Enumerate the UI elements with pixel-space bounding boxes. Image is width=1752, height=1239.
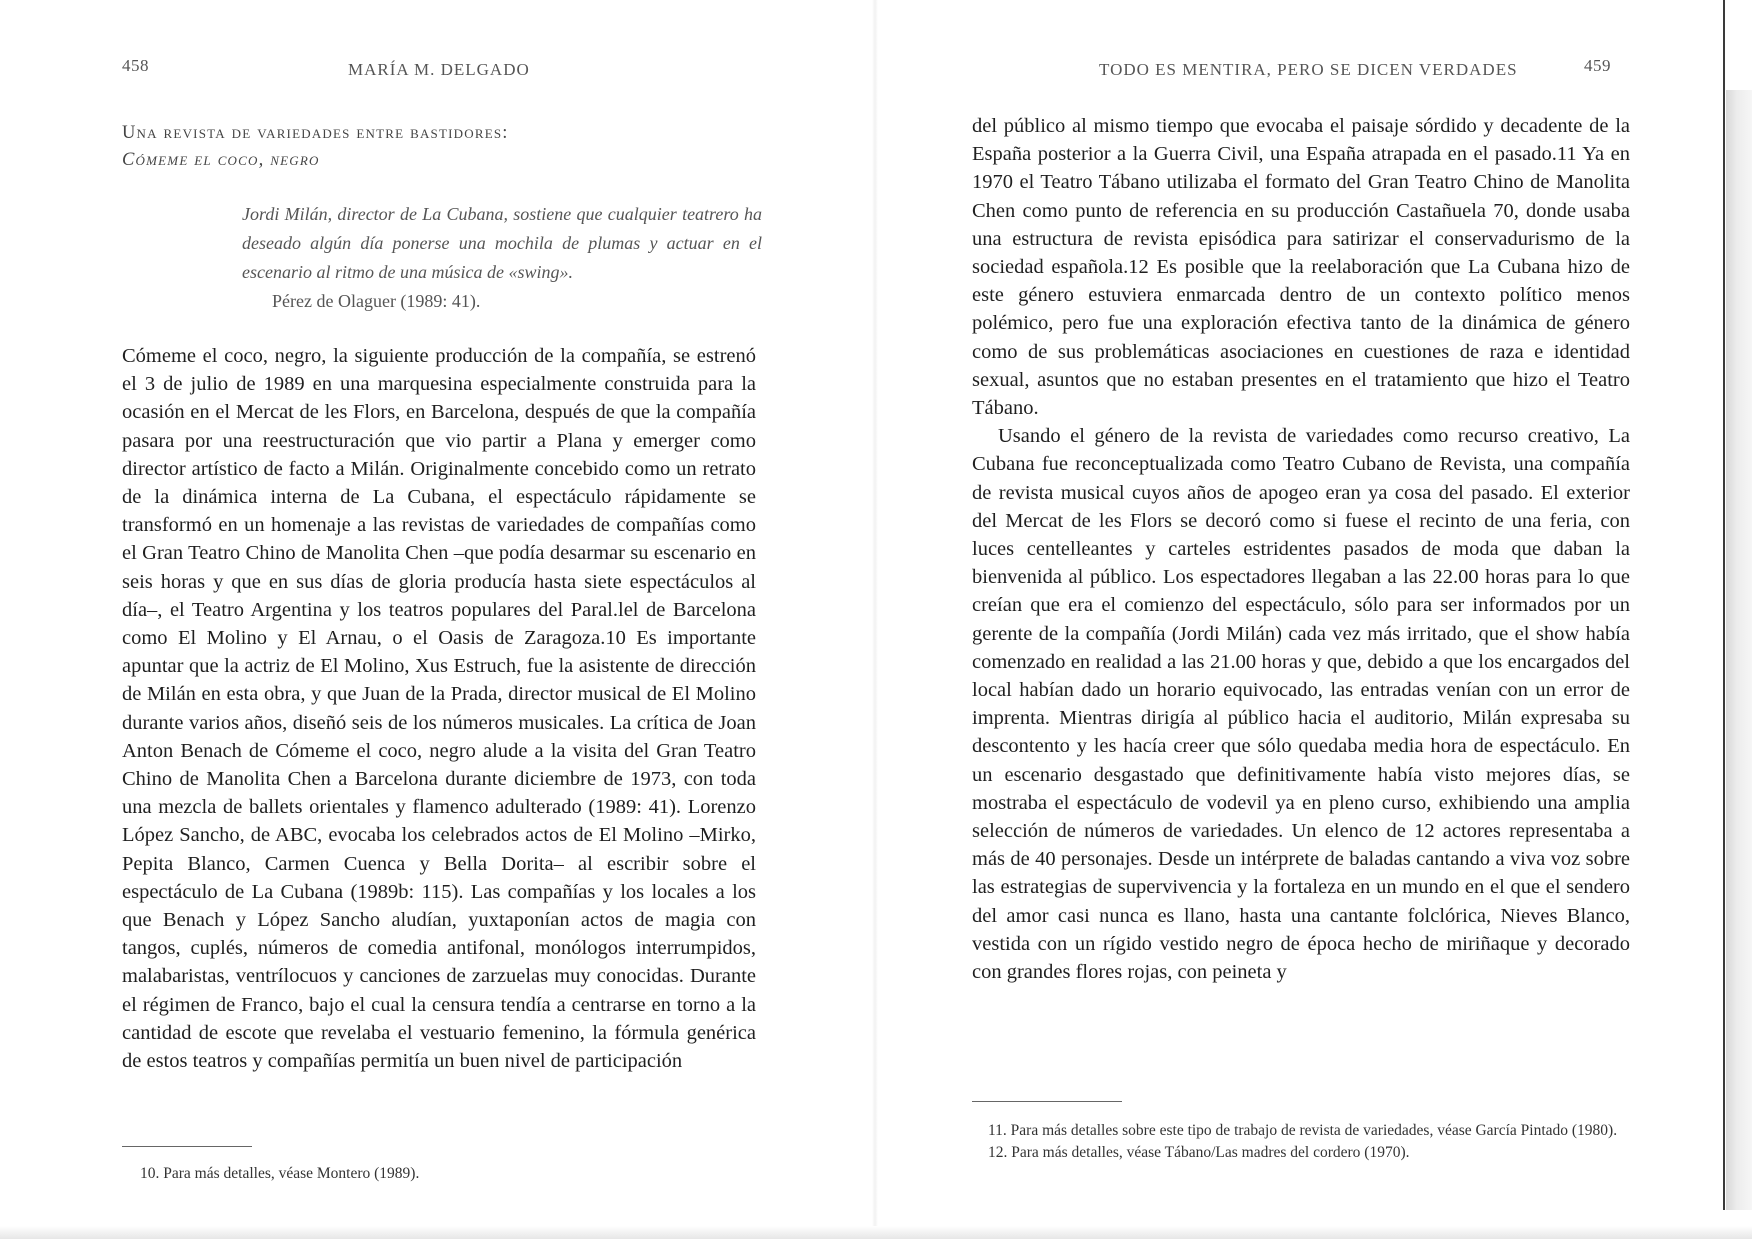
epigraph-quote: Jordi Milán, director de La Cubana, sostiene que cualquier teatrero ha deseado algún día ponerse una mochila de plumas y actuar en el escenario al ritmo de una música de «swing». [242, 204, 762, 282]
body-text-right [972, 112, 1630, 986]
paragraph-2: Usando el género de la revista de variedades como recurso creativo, La Cubana fue reconceptualizada como Teatro Cubano de Revista, una compañía de revista musical cuyos años de apogeo eran ya cosa del pasado. El exterior del Mercat de les Flors se decoró como si fuese el recinto de una feria, con luces centelleantes y carteles estridentes pasados de moda que daban la bienvenida al público. Los espectadores llegaban a las 22.00 horas para lo que creían que era el comienzo del espectáculo, sólo para ser informados por un gerente de la compañía (Jordi Milán) cada vez más irritado, que el show había comenzado en realidad a las 21.00 horas y que, debido a que los encargados del local habían dado un horario equivocado, las entradas venían con un error de imprenta. Mientras dirigía al público hacia el auditorio, Milán expresaba su descontento y les hacía creer que sólo quedaba media hora de espectáculo. En un escenario desgastado que definitivamente había visto mejores días, se mostraba el espectáculo de vodevil ya en pleno curso, exhibiendo una amplia selección de números de variedades. Un elenco de 12 actores representaba a más de 40 personajes. Desde un intérprete de baladas cantando a viva voz sobre las estrategias de supervivencia y la fortaleza en un mundo en el que el sendero del amor casi nunca es llano, hasta una cantante folclórica, Nieves Blanco, vestida con un rígido vestido negro de época hecho de miriñaque y decorado con grandes flores rojas, con peineta y [972, 425, 1630, 984]
section-title-line2: Cómeme el coco, negro [122, 150, 320, 170]
page-edge-line [1723, 0, 1725, 1210]
running-head-right: TODO ES MENTIRA, PERO SE DICEN VERDADES [1099, 60, 1518, 79]
running-head-left: MARÍA M. DELGADO [348, 60, 530, 79]
footnotes-right [972, 1120, 1630, 1164]
scan-bottom-edge [0, 1226, 1752, 1239]
footnote-12: 12. Para más detalles, véase Tábano/Las madres del cordero (1970). [988, 1144, 1410, 1161]
epigraph [242, 200, 762, 316]
footnote-divider-right [972, 1101, 1122, 1102]
footnote-10: 10. Para más detalles, véase Montero (1989). [140, 1165, 420, 1182]
page-number-right: 459 [1584, 56, 1611, 75]
section-title-line1: Una revista de variedades entre bastidores: [122, 123, 509, 143]
epigraph-source: Pérez de Olaguer (1989: 41). [272, 291, 481, 311]
page-number-left: 458 [122, 56, 149, 75]
paragraph-1: del público al mismo tiempo que evocaba el paisaje sórdido y decadente de la España posterior a la Guerra Civil, una España atrapada en el pasado.11 Ya en 1970 el Teatro Tábano utilizaba el formato del Gran Teatro Chino de Manolita Chen como punto de referencia en su producción Castañuela 70, donde usaba una estructura de revista episódica para satirizar el conservadurismo de la sociedad española.12 Es posible que la reelaboración que La Cubana hizo de este género estuviera enmarcada dentro de un contexto político menos polémico, pero fue una exploración efectiva tanto de la dinámica de género como de sus problemáticas asociaciones en cuestiones de raza e identidad sexual, asuntos que no estaban presentes en el tratamiento que hizo el Teatro Tábano. [972, 115, 1630, 420]
footnote-divider-left [122, 1146, 252, 1147]
right-page [876, 0, 1752, 1239]
body-text-left: Cómeme el coco, negro, la siguiente producción de la compañía, se estrenó el 3 de julio de 1989 en una marquesina especialmente construida para la ocasión en el Mercat de les Flors, en Barcelona, después de que la compañía pasara por una reestructuración que vio partir a Plana y emerger como director artístico de facto a Milán. Originalmente concebido como un retrato de la dinámica interna de La Cubana, el espectáculo rápidamente se transformó en un homenaje a las revistas de variedades de compañías como el Gran Teatro Chino de Manolita Chen –que podía desarmar su escenario en seis horas y que en sus días de gloria producía hasta siete espectáculos al día–, el Teatro Argentina y los teatros populares del Paral.lel de Barcelona como El Molino y El Arnau, o el Oasis de Zaragoza.10 Es importante apuntar que la actriz de El Molino, Xus Estruch, fue la asistente de dirección de Milán en esta obra, y que Juan de la Prada, director musical de El Molino durante varios años, diseñó seis de los números musicales. La crítica de Joan Anton Benach de Cómeme el coco, negro alude a la visita del Gran Teatro Chino de Manolita Chen a Barcelona durante diciembre de 1973, con toda una mezcla de ballets orientales y flamenco adulterado (1989: 41). Lorenzo López Sancho, de ABC, evocaba los celebrados actos de El Molino –Mirko, Pepita Blanco, Carmen Cuenca y Bella Dorita– al escribir sobre el espectáculo de La Cubana (1989b: 115). Las compañías y los locales a los que Benach y López Sancho aludían, yuxtaponían actos de magia con tangos, cuplés, números de comedia antifonal, monólogos interrumpidos, malabaristas, ventrílocuos y canciones de zarzuelas muy conocidas. Durante el régimen de Franco, bajo el cual la censura tendía a centrarse en torno a la cantidad de escote que revelaba el vestuario femenino, la fórmula genérica de estos teatros y compañías permitía un buen nivel de participación [122, 345, 756, 1073]
section-title [122, 120, 762, 174]
page-edge-shadow [1726, 90, 1752, 1210]
footnote-11: 11. Para más detalles sobre este tipo de trabajo de revista de variedades, véase García Pintado (1980). [988, 1122, 1618, 1139]
